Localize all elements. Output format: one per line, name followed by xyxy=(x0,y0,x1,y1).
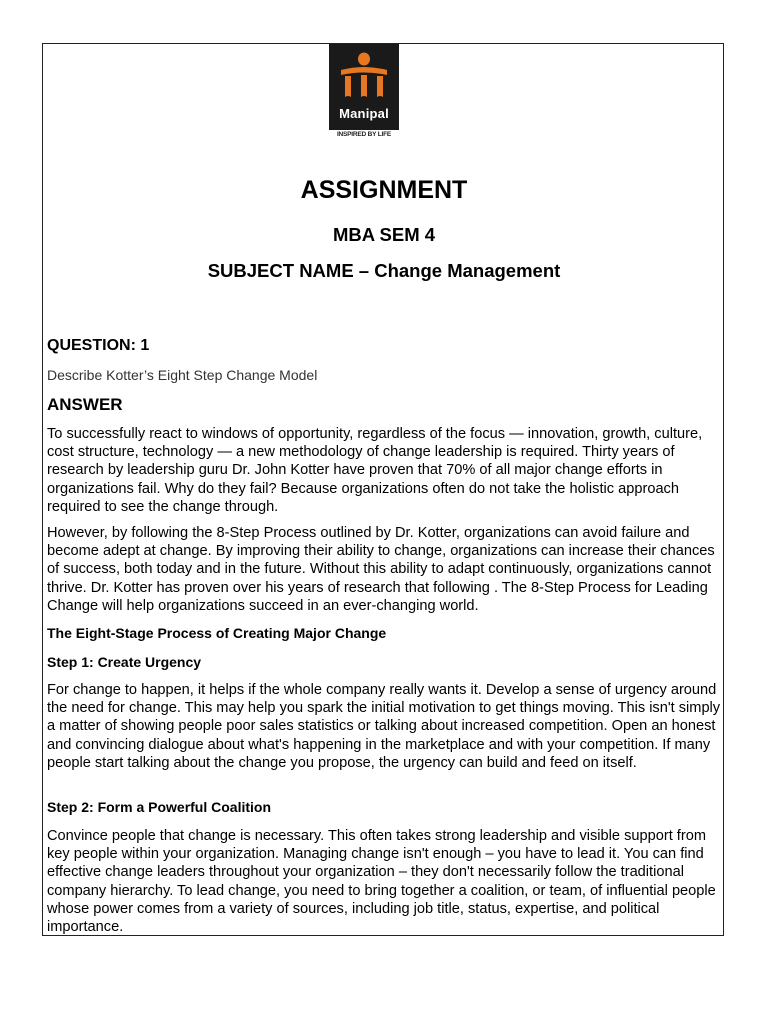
question-heading: QUESTION: 1 xyxy=(47,337,150,354)
step2-heading: Step 2: Form a Powerful Coalition xyxy=(47,799,272,815)
manipal-emblem-icon xyxy=(337,50,391,100)
step2-paragraph: Convince people that change is necessary. This often takes strong leadership and visible support from key people within your organization. Managing change isn't enough – you have to lead it. You can find effective change leaders throughout your organization – they don't necessarily follow the traditional company hierarchy. To lead change, you need to bring together a coalition, or team, of influential people whose power comes from a variety of sources, including job title, status, expertise, and political importance. xyxy=(47,828,716,936)
question-text: Describe Kotter’s Eight Step Change Model xyxy=(47,367,318,383)
answer-paragraph-2: However, by following the 8-Step Process outlined by Dr. Kotter, organizations can avoid failure and become adept at change. By improving their ability to change, organizations can increase their chances of success, both today and in the future. Without this ability to adapt continuously, organizations cannot thrive. Dr. Kotter has proven over his years of research that following . The 8-Step Process for Leading Change will help organizations succeed in an ever-changing world. xyxy=(47,525,715,614)
step1-paragraph: For change to happen, it helps if the whole company really wants it. Develop a sense of urgency around the need for change. This may help you spark the initial motivation to get things moving. This isn't simply a matter of showing people poor sales statistics or talking about increased competition. Open an honest and convincing dialogue about what's happening in the marketplace and with your competition. If many people start talking about the change you propose, the urgency can build and feed on itself. xyxy=(47,682,721,771)
logo-background xyxy=(329,44,399,130)
manipal-logo xyxy=(329,44,399,141)
answer-heading: ANSWER xyxy=(47,395,123,414)
logo-name: Manipal xyxy=(339,106,389,121)
subject-name: SUBJECT NAME – Change Management xyxy=(207,260,561,281)
answer-paragraph-1: To successfully react to windows of opportunity, regardless of the focus — innovation, growth, culture, cost structure, technology — a new methodology of change leadership is required. Thirty years of research by leadership guru Dr. John Kotter have proven that 70% of all major change efforts in organizations fail. Why do they fail? Because organizations often do not take the holistic approach required to see the change through. xyxy=(47,426,703,515)
section-heading: The Eight-Stage Process of Creating Major Change xyxy=(47,625,387,641)
assignment-title: ASSIGNMENT xyxy=(300,176,468,204)
logo-tagline: INSPIRED BY LIFE xyxy=(336,131,392,138)
semester-subtitle: MBA SEM 4 xyxy=(332,224,436,245)
step1-heading: Step 1: Create Urgency xyxy=(47,654,202,670)
